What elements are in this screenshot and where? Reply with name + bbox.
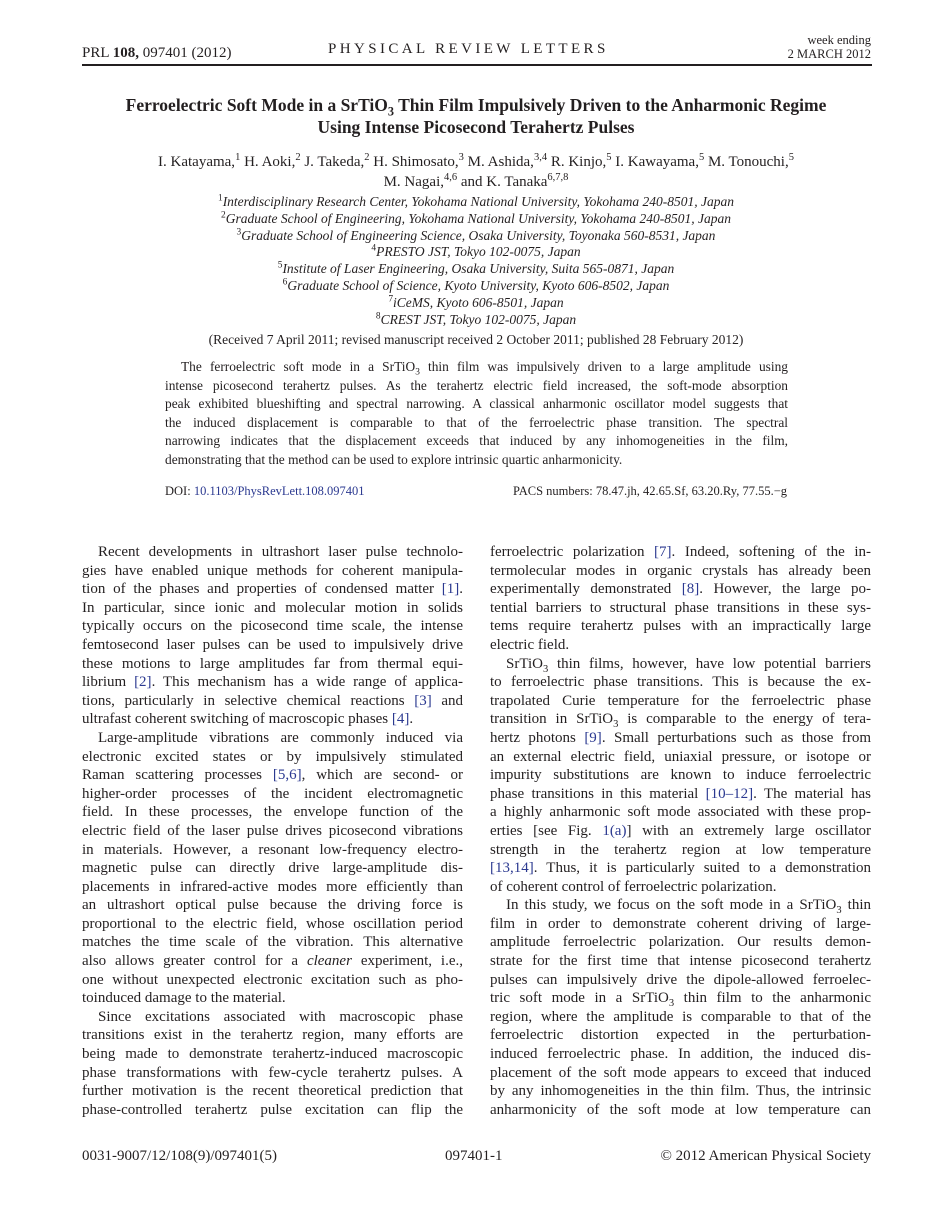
text-line: electric field of the laser pulse drives picosecond vibrations <box>82 822 463 839</box>
text-line: to ferroelectric phase transitions. This is because the ex- <box>490 674 871 691</box>
text-line: in materials. However, a resonant low-frequency electro- <box>82 841 463 858</box>
citation-link[interactable]: [9] <box>584 729 602 746</box>
text-line: film in order to demonstrate coherent driving of large- <box>490 915 871 932</box>
affiliation: $^7$iCeMS, Kyoto 606-8501, Japan <box>388 294 564 310</box>
text-line: tric soft mode in a SrTiO$_3$ thin film to the anharmonic <box>490 990 871 1010</box>
text-line: ultrafast coherent switching of macroscopic phases [4]. <box>82 711 414 728</box>
citation-link[interactable]: [5,6] <box>272 767 302 784</box>
abstract: The ferroelectric soft mode in a SrTiO$_3$ thin film was impulsively driven to a large amplitude using intense picosecond terahertz pulses. As the terahertz electric field increased, the soft-mode absorption peak exhibited blueshifting and spectral narrowing. A classical anharmonic oscillator model suggests that the induced displacement is comparable to that of the ferroelectric phase transition. The spectral narrowing indicates that the displacement exceeds that induced by any inhomogeneities in the film, demonstrating that the method can be used to explore intrinsic quartic anharmonicity. <box>165 359 788 467</box>
text-line: experimentally demonstrated [8]. However, the large po- <box>490 581 871 598</box>
text-line: being made to demonstrate terahertz-induced macroscopic <box>82 1046 463 1063</box>
text-line: Large-amplitude vibrations are commonly induced via <box>98 729 463 746</box>
text-line: anharmonicity of the soft mode at low temperature can <box>490 1101 871 1118</box>
footer-code: 0031-9007/12/108(9)/097401(5) <box>82 1148 277 1164</box>
text-line: transitions exist in the terahertz region, many efforts are <box>82 1027 463 1044</box>
text-line: an external electric field, uniaxial pressure, or isotope or <box>490 748 871 765</box>
text-line: erties [see Fig. 1(a)] with an extremely large oscillator <box>490 822 871 839</box>
text-line: pulses can impulsively drive the dipole-allowed ferroelec- <box>490 971 871 988</box>
pacs-numbers: PACS numbers: 78.47.jh, 42.65.Sf, 63.20.Ry, 77.55.−g <box>512 484 787 498</box>
text-line: SrTiO$_3$ thin films, however, have low potential barriers <box>506 655 871 675</box>
text-line: termolecular modes in organic crystals has already been <box>490 562 871 579</box>
text-line: matches the time scale of the vibration. This alternative <box>82 934 463 951</box>
citation-link[interactable]: [13,14] <box>490 860 534 877</box>
text-line: magnetic pulse can directly drive large-amplitude dis- <box>82 860 463 877</box>
citation-link[interactable]: [4] <box>391 711 410 728</box>
citation-link[interactable]: [3] <box>414 692 432 709</box>
text-line: placements in infrared-active modes more efficiently than <box>82 878 463 895</box>
text-line: impurity substitutions are known to induce ferroelectric <box>490 767 871 784</box>
text-line: an ultrashort optical pulse because the driving force is <box>82 897 463 914</box>
affiliation: $^4$PRESTO JST, Tokyo 102-0075, Japan <box>371 243 581 260</box>
running-head-citation: PRL 108, 097401 (2012) <box>82 45 232 61</box>
text-line: tential barriers to structural phase transitions in these sys- <box>490 599 871 616</box>
affiliation-list <box>60 194 892 328</box>
journal-name: PHYSICAL REVIEW LETTERS <box>328 41 609 57</box>
page-number: 097401-1 <box>445 1148 503 1164</box>
copyright: © 2012 American Physical Society <box>660 1148 871 1164</box>
text-line: ferroelectric distortion expected in the perturbation- <box>490 1027 871 1044</box>
received-dates: (Received 7 April 2011; revised manuscript received 2 October 2011; published 28 February 2012) <box>208 332 744 347</box>
doi-link[interactable]: 10.1103/PhysRevLett.108.097401 <box>193 484 365 498</box>
text-line: femtosecond laser pulses can be used to impulsively drive <box>82 636 463 653</box>
affiliation: $^6$Graduate School of Science, Kyoto University, Kyoto 606-8502, Japan <box>282 277 670 293</box>
citation-link[interactable]: [7] <box>654 544 672 560</box>
text-line: toinduced damage to the material. <box>82 990 286 1007</box>
text-line: region, where the amplitude is comparable to that of the <box>490 1008 871 1025</box>
citation-link[interactable]: [2] <box>134 674 152 691</box>
text-line: Since excitations associated with macroscopic phase <box>98 1008 463 1025</box>
text-line: phase-controlled terahertz pulse excitation can flip the <box>82 1101 463 1118</box>
citation-link[interactable]: [8] <box>681 581 700 598</box>
text-line: gies have enabled unique methods for coherent manipula- <box>82 562 463 579</box>
text-line: In this study, we focus on the soft mode in a SrTiO$_3$ thin <box>506 897 871 917</box>
text-line: hertz photons [9]. Small perturbations such as those from <box>490 729 871 746</box>
text-line: one without unexpected electronic excitation such as pho- <box>82 971 463 988</box>
text-line: induced ferroelectric phase. In addition, the induced dis- <box>490 1046 871 1063</box>
text-line: In particular, since ionic and molecular motion in solids <box>82 599 463 616</box>
author-list: I. Katayama,$^1$ H. Aoki,$^2$ J. Takeda,$^2$ H. Shimosato,$^3$ M. Ashida,$^{3,4}$ R. Kinjo,$^5$ I. Kawayama,$^5$ M. Tonouchi,$^5$ M. Nagai,$^{4,6}$ and K. Tanaka$^{6,7,8}$ <box>158 152 794 190</box>
header-rule <box>82 64 872 66</box>
text-line: these motions to large amplitudes far from thermal equi- <box>82 655 463 672</box>
affiliation: $^2$Graduate School of Engineering, Yokohama National University, Yokohama 240-8501, Japan <box>221 210 731 226</box>
citation-link[interactable]: [10–12] <box>705 785 754 802</box>
text-line: phase transformations with few-cycle terahertz pulses. A <box>82 1064 463 1081</box>
text-line: higher-order processes of the incident electromagnetic <box>82 785 463 802</box>
text-line: electric field. <box>490 636 570 653</box>
text-line: trapolated Curie temperature for the ferroelectric phase <box>490 692 871 709</box>
text-line: proportional to the electric field, whose oscillation period <box>82 915 463 932</box>
body-column-left <box>82 543 463 1119</box>
text-line: by any inhomogeneities in the thin film. Thus, the intrinsic <box>490 1083 871 1100</box>
affiliation: $^1$Interdisciplinary Research Center, Yokohama National University, Yokohama 240-8501, Japan <box>217 193 735 209</box>
issue-date: week ending 2 MARCH 2012 <box>787 33 871 61</box>
affiliation: $^5$Institute of Laser Engineering, Osaka University, Suita 565-0871, Japan <box>277 260 675 277</box>
affiliation: $^3$Graduate School of Engineering Science, Osaka University, Toyonaka 560-8531, Japan <box>236 227 716 243</box>
text-line: placement of the soft mode appears to exceed that induced <box>490 1064 871 1081</box>
text-line: tions, particularly in selective chemical reactions [3] and <box>82 692 463 709</box>
doi: DOI: 10.1103/PhysRevLett.108.097401 <box>165 484 365 498</box>
paper-title: Ferroelectric Soft Mode in a SrTiO$_3$ Thin Film Impulsively Driven to the Anharmonic Regime Using Intense Picosecond Terahertz Pulses <box>125 95 827 137</box>
text-line: electronic excited states or by impulsively stimulated <box>82 748 463 765</box>
figure-link[interactable]: 1(a) <box>602 822 627 839</box>
text-line: amplitude ferroelectric polarization. Our results demon- <box>490 934 871 951</box>
text-line: Recent developments in ultrashort laser pulse technolo- <box>98 544 463 560</box>
text-line: tems require terahertz pulses with an impractically large <box>490 618 871 635</box>
text-line: further motivation is the recent theoretical prediction that <box>82 1083 463 1100</box>
text-line: [13,14]. Thus, it is particularly suited to a demonstration <box>490 860 871 877</box>
text-line: ferroelectric polarization [7]. Indeed, softening of the in- <box>490 544 871 560</box>
text-line: field. In these processes, the envelope function of the <box>82 804 463 821</box>
citation-link[interactable]: [1] <box>441 581 460 598</box>
text-line: transition in SrTiO$_3$ is comparable to the energy of tera- <box>490 711 871 731</box>
text-line: a highly anharmonic soft mode associated with these prop- <box>490 804 871 821</box>
text-line: phase transitions in this material [10–12]. The material has <box>490 785 871 802</box>
text-line: Raman scattering processes [5,6], which are second- or <box>82 767 463 784</box>
text-line: tion of the phases and properties of condensed matter [1]. <box>82 581 463 598</box>
text-line: also allows greater control for a cleaner experiment, i.e., <box>82 953 463 970</box>
text-line: of coherent control of ferroelectric polarization. <box>490 878 777 895</box>
text-line: typically occurs on the picosecond time scale, the intense <box>82 618 463 635</box>
text-line: librium [2]. This mechanism has a wide range of applica- <box>82 674 463 691</box>
body-column-right <box>490 543 871 1119</box>
affiliation: $^8$CREST JST, Tokyo 102-0075, Japan <box>375 311 577 327</box>
text-line: strength in the terahertz region at low temperature <box>490 841 871 858</box>
text-line: strate for the first time that intense picosecond terahertz <box>490 953 871 970</box>
